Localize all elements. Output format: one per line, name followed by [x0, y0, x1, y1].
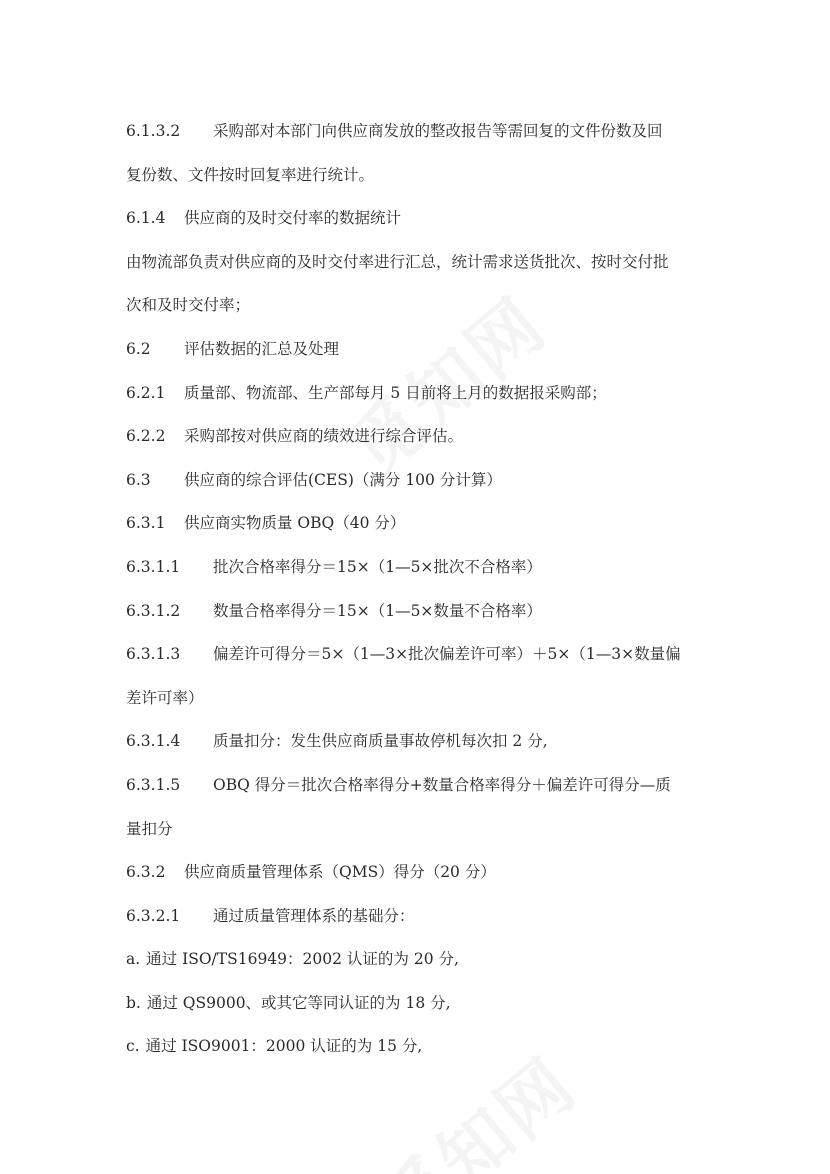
line-text: 由物流部负责对供应商的及时交付率进行汇总，统计需求送货批次、按时交付批	[126, 252, 669, 271]
section-number: 6.3	[126, 470, 151, 489]
list-marker: c.	[126, 1037, 140, 1056]
paragraph-line	[126, 851, 726, 895]
document-body	[126, 110, 726, 1069]
list-marker: b.	[126, 993, 141, 1012]
section-number: 6.3.1	[126, 514, 166, 533]
paragraph-line	[126, 546, 726, 590]
line-text: 采购部按对供应商的绩效进行综合评估。	[184, 427, 464, 446]
paragraph-line	[126, 808, 726, 852]
line-text: 批次合格率得分＝15×（1—5×批次不合格率）	[213, 557, 542, 576]
list-marker: a.	[126, 950, 141, 969]
line-text: 质量部、物流部、生产部每月 5 日前将上月的数据报采购部；	[184, 383, 607, 402]
section-number: 6.3.1.4	[126, 732, 181, 751]
line-text: 质量扣分：发生供应商质量事故停机每次扣 2 分,	[213, 732, 548, 751]
list-item	[126, 938, 726, 982]
line-text: 量扣分	[126, 819, 173, 838]
paragraph-line	[126, 154, 726, 198]
line-text: 通过质量管理体系的基础分：	[213, 906, 415, 925]
paragraph-line	[126, 372, 726, 416]
section-number: 6.3.2.1	[126, 906, 181, 925]
line-text: 供应商实物质量 OBQ（40 分）	[184, 514, 406, 533]
paragraph-line	[126, 895, 726, 939]
paragraph-line	[126, 764, 726, 808]
line-text: 供应商的综合评估(CES)（满分 100 分计算）	[184, 470, 502, 489]
list-item	[126, 1025, 726, 1069]
paragraph-line	[126, 677, 726, 721]
section-number: 6.2	[126, 339, 151, 358]
line-text: OBQ 得分＝批次合格率得分+数量合格率得分＋偏差许可得分—质	[213, 775, 671, 794]
line-text: 次和及时交付率；	[126, 296, 251, 315]
paragraph-line	[126, 110, 726, 154]
line-text: 偏差许可得分＝5×（1—3×批次偏差许可率）＋5×（1—3×数量偏	[213, 645, 681, 664]
line-text: 采购部对本部门向供应商发放的整改报告等需回复的文件份数及回	[213, 122, 663, 140]
paragraph-line	[126, 328, 726, 372]
paragraph-line	[126, 241, 726, 285]
line-text: 供应商的及时交付率的数据统计	[184, 209, 402, 228]
section-number: 6.3.1.3	[126, 645, 181, 664]
section-number: 6.3.1.5	[126, 775, 181, 794]
line-text: 复份数、文件按时回复率进行统计。	[126, 165, 375, 184]
section-number: 6.3.2	[126, 863, 166, 882]
section-number: 6.2.2	[126, 427, 166, 446]
section-number: 6.3.1.2	[126, 601, 181, 620]
paragraph-line	[126, 590, 726, 634]
paragraph-line	[126, 415, 726, 459]
line-text: 数量合格率得分＝15×（1—5×数量不合格率）	[213, 601, 542, 620]
line-text: 通过 ISO9001：2000 认证的为 15 分,	[145, 1037, 423, 1056]
line-text: 评估数据的汇总及处理	[184, 339, 340, 358]
list-item	[126, 982, 726, 1026]
line-text: 通过 ISO/TS16949：2002 认证的为 20 分,	[146, 950, 459, 969]
section-number: 6.2.1	[126, 383, 166, 402]
paragraph-line	[126, 633, 726, 677]
section-number: 6.3.1.1	[126, 557, 181, 576]
line-text: 供应商质量管理体系（QMS）得分（20 分）	[184, 863, 496, 882]
section-number: 6.1.3.2	[126, 122, 181, 140]
line-text: 差许可率）	[126, 688, 204, 707]
section-number: 6.1.4	[126, 209, 166, 228]
paragraph-line	[126, 459, 726, 503]
paragraph-line	[126, 284, 726, 328]
line-text: 通过 QS9000、或其它等同认证的为 18 分,	[146, 993, 451, 1012]
paragraph-line	[126, 720, 726, 764]
paragraph-line	[126, 197, 726, 241]
paragraph-line	[126, 502, 726, 546]
